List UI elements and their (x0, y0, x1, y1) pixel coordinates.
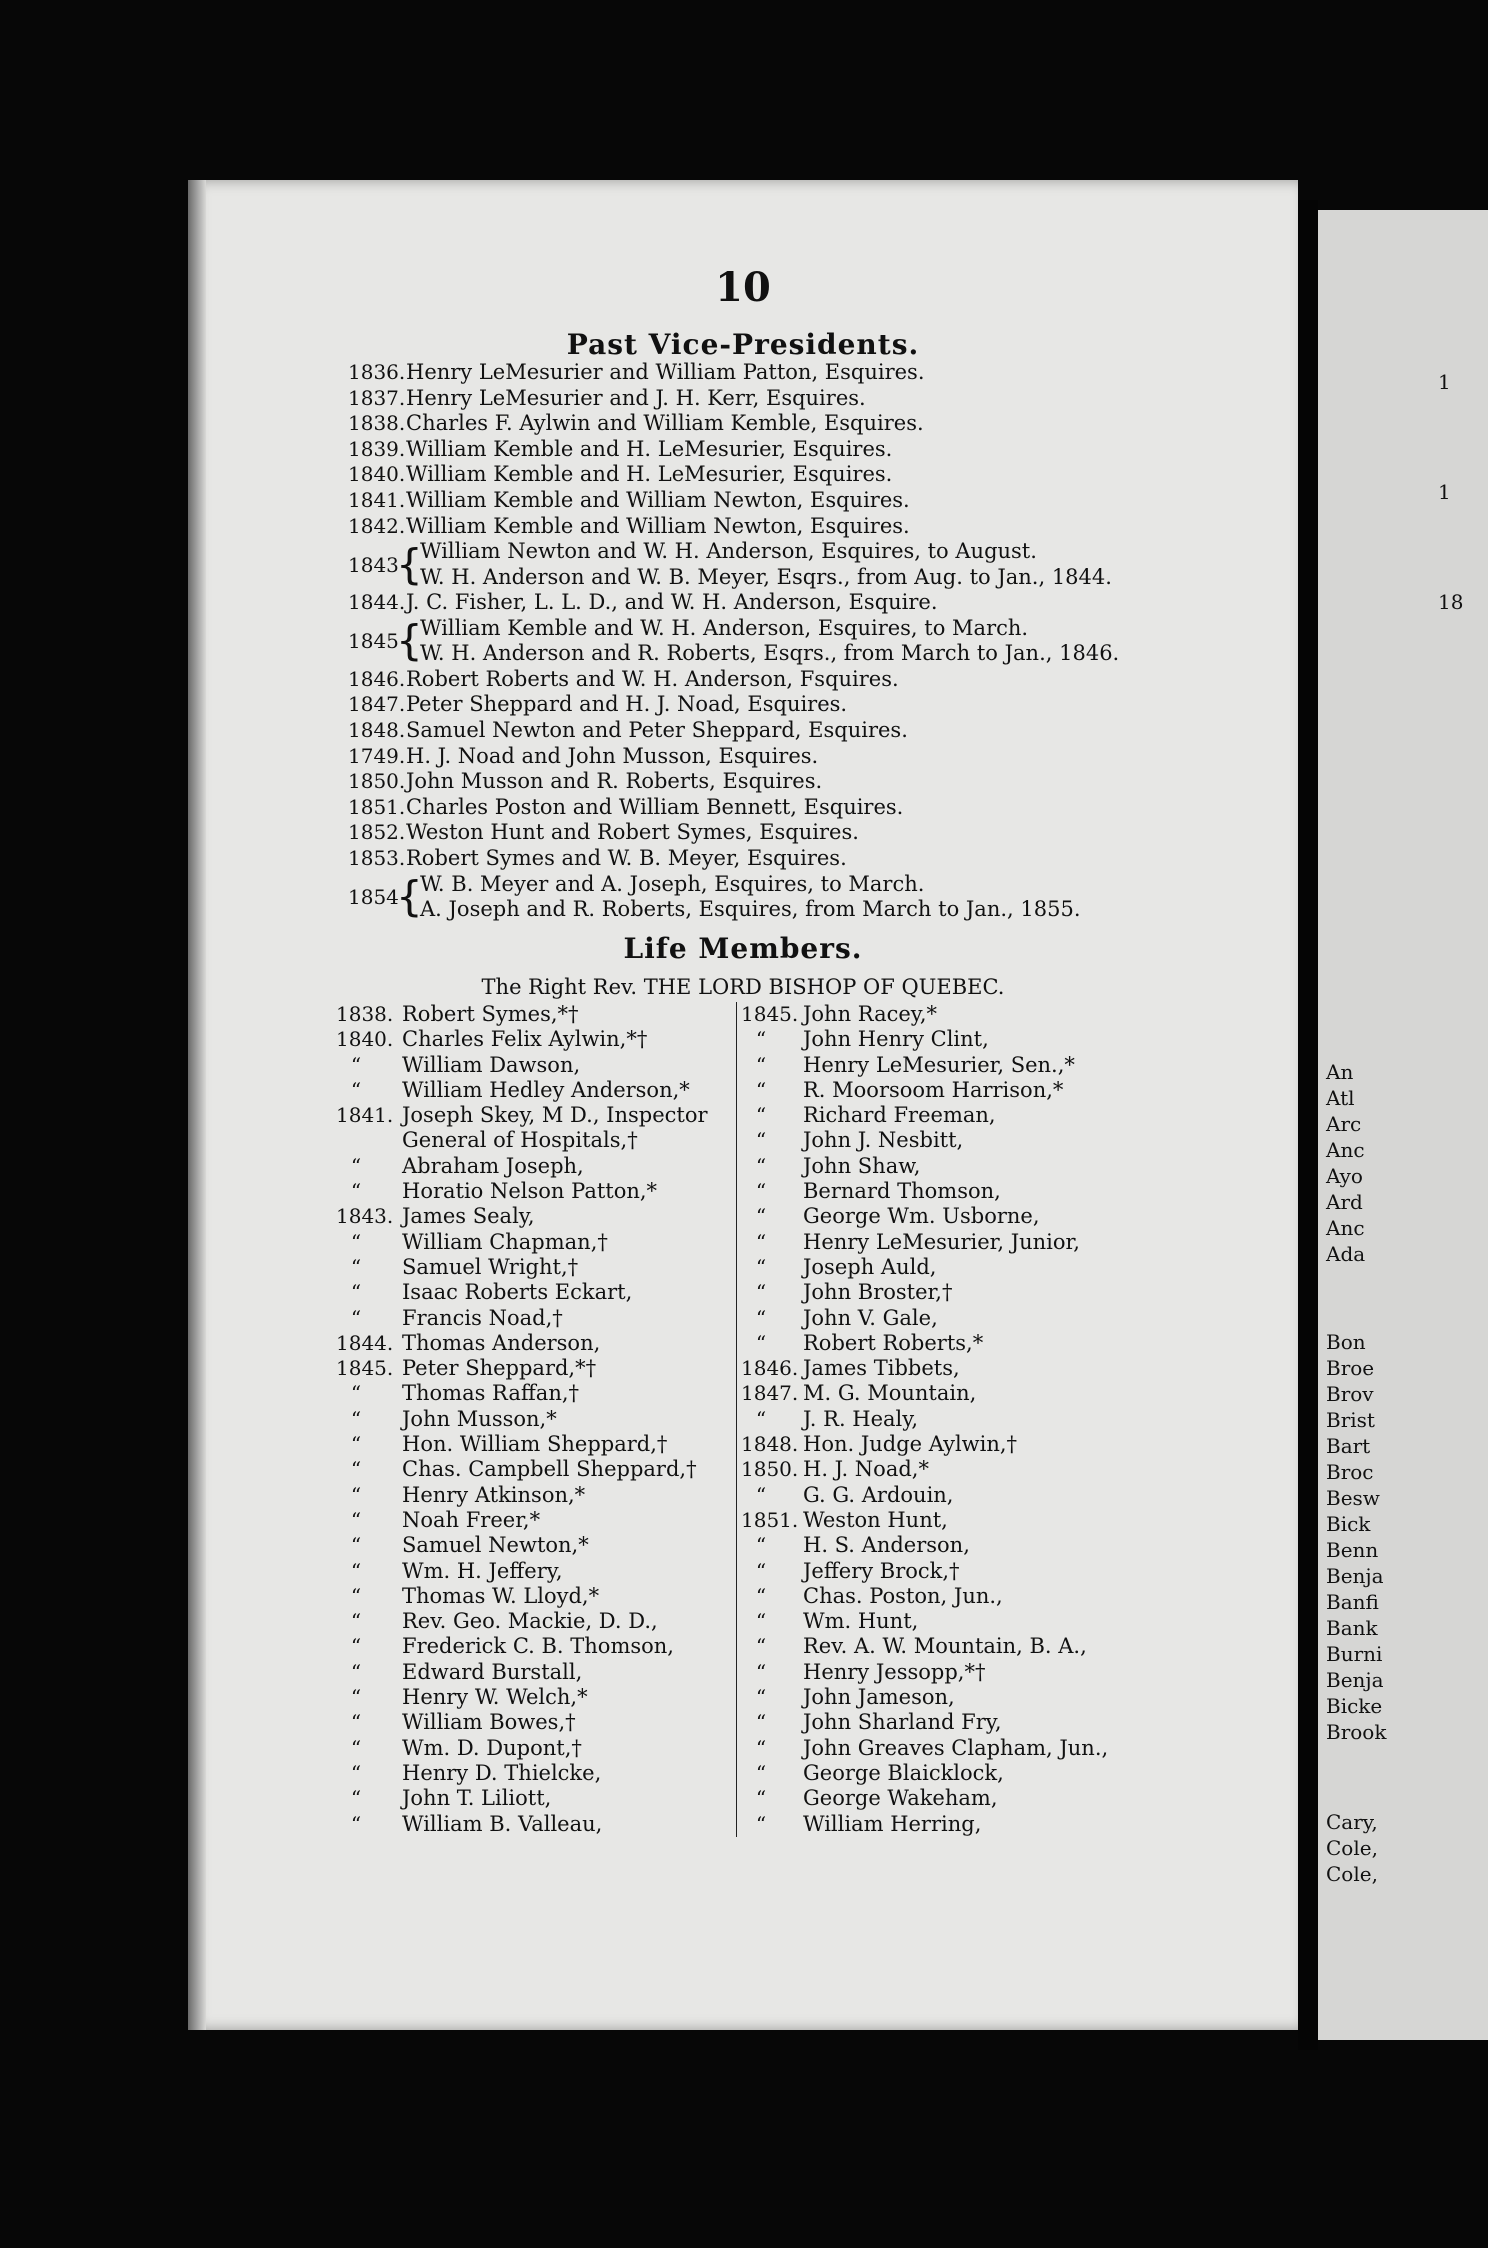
member-row (737, 1761, 1297, 1786)
member-row (737, 1306, 1297, 1331)
member-name: Chas. Poston, Jun., (803, 1583, 1003, 1608)
vp-text: William Kemble and William Newton, Esquires. (406, 487, 910, 512)
brace-glyph: { (396, 872, 423, 921)
member-name: Peter Sheppard,*† (402, 1356, 597, 1381)
member-name: John Jameson, (803, 1685, 955, 1710)
member-row (737, 1230, 1297, 1255)
vp-entry (348, 795, 1268, 821)
vp-year: 1851. (348, 794, 406, 819)
member-name: Rev. Geo. Mackie, D. D., (402, 1609, 658, 1634)
member-row (737, 1255, 1297, 1280)
member-year: “ (755, 1786, 767, 1811)
vp-text: H. J. Noad and John Musson, Esquires. (406, 743, 819, 768)
member-name: John V. Gale, (803, 1305, 938, 1330)
member-row (737, 1381, 1297, 1406)
member-name: John Musson,* (402, 1406, 557, 1431)
vp-year: 1850. (348, 769, 406, 794)
member-year: “ (755, 1254, 767, 1279)
vp-year: 1840. (348, 462, 406, 487)
fragment-text: Arc (1326, 1112, 1362, 1136)
vp-entry (348, 437, 1268, 463)
member-row (737, 1710, 1297, 1735)
member-name: William Hedley Anderson,* (402, 1077, 690, 1102)
vp-text: Peter Sheppard and H. J. Noad, Esquires. (406, 692, 848, 717)
member-year: “ (350, 1558, 362, 1583)
member-year: “ (755, 1609, 767, 1634)
member-row (737, 1584, 1297, 1609)
vice-presidents-list (348, 360, 1268, 923)
member-name: Noah Freer,* (402, 1507, 541, 1532)
member-name: John J. Nesbitt, (803, 1128, 964, 1153)
fragment-text: Benja (1326, 1564, 1384, 1588)
vp-text: Robert Roberts and W. H. Anderson, Fsquires. (406, 666, 899, 691)
member-year: “ (755, 1760, 767, 1785)
member-name: Robert Roberts,* (803, 1330, 984, 1355)
member-name: John Sharland Fry, (803, 1710, 1002, 1735)
member-row (737, 1280, 1297, 1305)
vp-text: William Newton and W. H. Anderson, Esquires, to August. (420, 539, 1037, 564)
member-name: Wm. Hunt, (803, 1609, 919, 1634)
member-row (737, 1660, 1297, 1685)
member-name: Henry Atkinson,* (402, 1482, 586, 1507)
vp-year: 1845 (348, 629, 399, 654)
member-name: Edward Burstall, (402, 1659, 583, 1684)
member-name: M. G. Mountain, (803, 1381, 977, 1406)
member-row (737, 1432, 1297, 1457)
fragment-text: 1 (1438, 480, 1451, 504)
member-name: Thomas W. Lloyd,* (402, 1583, 600, 1608)
vp-entry (348, 769, 1268, 795)
vp-text: Samuel Newton and Peter Sheppard, Esquires. (406, 717, 908, 742)
member-row (737, 1002, 1297, 1027)
vp-entry (348, 744, 1268, 770)
member-name: J. R. Healy, (803, 1406, 919, 1431)
member-name: Hon. Judge Aylwin,† (803, 1432, 1018, 1457)
page-gutter (1298, 200, 1318, 2050)
member-year: “ (350, 1229, 362, 1254)
member-year: “ (755, 1179, 767, 1204)
fragment-text: Brov (1326, 1382, 1374, 1406)
member-year: 1846. (741, 1356, 799, 1381)
member-year: “ (755, 1482, 767, 1507)
member-year: “ (350, 1457, 362, 1482)
vp-text: Charles F. Aylwin and William Kemble, Esquires. (406, 411, 924, 436)
member-row (737, 1508, 1297, 1533)
member-year: “ (755, 1811, 767, 1836)
member-year: “ (350, 1432, 362, 1457)
vp-text: W. H. Anderson and W. B. Meyer, Esqrs., from Aug. to Jan., 1844. (420, 564, 1112, 589)
adjacent-page-fragment (1318, 210, 1488, 2040)
member-year: “ (350, 1811, 362, 1836)
vp-entry (348, 360, 1268, 386)
vp-year: 1846. (348, 666, 406, 691)
vp-entry (348, 411, 1268, 437)
fragment-text: Anc (1326, 1216, 1365, 1240)
member-year: “ (350, 1735, 362, 1760)
member-name: George Wakeham, (803, 1786, 998, 1811)
member-row (737, 1457, 1297, 1482)
member-name: Robert Symes,*† (402, 1002, 579, 1026)
life-members-subheading: The Right Rev. THE LORD BISHOP OF QUEBEC. (481, 975, 1005, 999)
vp-year: 1836. (348, 360, 406, 384)
vp-year: 1847. (348, 692, 406, 717)
vp-entry (348, 820, 1268, 846)
member-name: Isaac Roberts Eckart, (402, 1280, 633, 1305)
member-row (737, 1559, 1297, 1584)
vp-entry (348, 692, 1268, 718)
fragment-text: Ada (1326, 1242, 1366, 1266)
member-name: Henry D. Thielcke, (402, 1760, 602, 1785)
fragment-text: Bicke (1326, 1694, 1383, 1718)
member-year: 1845. (741, 1002, 799, 1026)
member-row (737, 1812, 1297, 1837)
member-row (737, 1533, 1297, 1558)
member-name: Chas. Campbell Sheppard,† (402, 1457, 697, 1482)
vp-year: 1854 (348, 885, 399, 909)
member-year: “ (755, 1406, 767, 1431)
member-year: “ (755, 1128, 767, 1153)
member-name: John T. Liliott, (402, 1786, 552, 1811)
fragment-text: Bon (1326, 1330, 1366, 1354)
member-name: Abraham Joseph, (402, 1153, 584, 1178)
vp-text: Robert Symes and W. B. Meyer, Esquires. (406, 845, 847, 870)
fragment-text: Burni (1326, 1642, 1383, 1666)
member-year: “ (350, 1305, 362, 1330)
member-year: “ (755, 1204, 767, 1229)
vp-text: J. C. Fisher, L. L. D., and W. H. Anderson, Esquire. (406, 590, 938, 615)
vp-year: 1749. (348, 743, 406, 768)
fragment-text: An (1326, 1060, 1354, 1084)
member-year: “ (755, 1330, 767, 1355)
member-year: “ (755, 1634, 767, 1659)
member-row (737, 1609, 1297, 1634)
member-name: John Racey,* (803, 1002, 938, 1026)
vp-entry-split (348, 539, 1268, 590)
member-year: “ (350, 1052, 362, 1077)
member-name: James Sealy, (402, 1204, 535, 1229)
member-year: “ (350, 1634, 362, 1659)
member-year: 1844. (336, 1330, 394, 1355)
member-name: Thomas Anderson, (402, 1330, 601, 1355)
life-members-right-column (736, 1002, 1297, 1837)
member-year: 1850. (741, 1457, 799, 1482)
vp-entry (348, 718, 1268, 744)
member-year: 1840. (336, 1027, 394, 1052)
member-year: “ (350, 1786, 362, 1811)
member-name: Rev. A. W. Mountain, B. A., (803, 1634, 1087, 1659)
vp-entry (348, 590, 1268, 616)
vp-text: A. Joseph and R. Roberts, Esquires, from March to Jan., 1855. (420, 897, 1081, 921)
member-year: “ (755, 1052, 767, 1077)
past-vice-presidents-heading: Past Vice-Presidents. (566, 328, 920, 361)
fragment-text: Ard (1326, 1190, 1363, 1214)
fragment-text: Besw (1326, 1486, 1380, 1510)
fragment-text: Broe (1326, 1356, 1375, 1380)
member-row (737, 1736, 1297, 1761)
member-year: “ (755, 1077, 767, 1102)
member-name: William Dawson, (402, 1052, 581, 1077)
vp-entry (348, 846, 1268, 872)
vp-text: Henry LeMesurier and J. H. Kerr, Esquires. (406, 385, 866, 410)
member-name: John Shaw, (803, 1153, 921, 1178)
member-year: “ (755, 1558, 767, 1583)
member-row (737, 1154, 1297, 1179)
vp-year: 1842. (348, 513, 406, 538)
fragment-text: 1 (1438, 370, 1451, 394)
fragment-text: Banfi (1326, 1590, 1379, 1614)
member-name: Henry Jessopp,*† (803, 1659, 986, 1684)
member-row (737, 1027, 1297, 1052)
fragment-text: 18 (1438, 590, 1464, 614)
member-row (737, 1331, 1297, 1356)
vp-text: Henry LeMesurier and William Patton, Esquires. (406, 360, 925, 384)
member-year: “ (755, 1229, 767, 1254)
document-page (188, 180, 1298, 2030)
member-name: Joseph Auld, (803, 1254, 937, 1279)
vp-year: 1843 (348, 552, 399, 577)
life-members-heading: Life Members. (623, 932, 863, 965)
member-row (737, 1407, 1297, 1432)
member-year: “ (350, 1179, 362, 1204)
vp-entry (348, 386, 1268, 412)
fragment-text: Brook (1326, 1720, 1387, 1744)
member-year: 1851. (741, 1507, 799, 1532)
member-row (737, 1103, 1297, 1128)
vp-text: Weston Hunt and Robert Symes, Esquires. (406, 820, 859, 845)
member-row (737, 1204, 1297, 1229)
member-name: Weston Hunt, (803, 1507, 948, 1532)
member-row (737, 1356, 1297, 1381)
fragment-text: Cary, (1326, 1810, 1378, 1834)
vp-entry (348, 514, 1268, 540)
fragment-text: Bick (1326, 1512, 1371, 1536)
member-year: “ (755, 1659, 767, 1684)
fragment-text: Atl (1326, 1086, 1355, 1110)
member-year: 1848. (741, 1432, 799, 1457)
vp-text: Charles Poston and William Bennett, Esquires. (406, 794, 904, 819)
member-name: Joseph Skey, M D., Inspector (402, 1103, 708, 1128)
member-name: William Chapman,† (402, 1229, 608, 1254)
brace-glyph: { (396, 539, 423, 589)
vp-text: William Kemble and H. LeMesurier, Esquires. (406, 436, 893, 461)
brace-glyph: { (396, 616, 423, 666)
vp-year: 1853. (348, 845, 406, 870)
vp-entry (348, 488, 1268, 514)
member-year: “ (755, 1583, 767, 1608)
member-year: “ (350, 1685, 362, 1710)
member-name: H. J. Noad,* (803, 1457, 929, 1482)
member-year: “ (350, 1760, 362, 1785)
member-year: “ (350, 1153, 362, 1178)
member-row (737, 1128, 1297, 1153)
member-year: “ (755, 1710, 767, 1735)
member-name: G. G. Ardouin, (803, 1482, 954, 1507)
member-year: “ (350, 1710, 362, 1735)
member-row (737, 1179, 1297, 1204)
fragment-text: Bank (1326, 1616, 1378, 1640)
member-name: William B. Valleau, (402, 1811, 603, 1836)
fragment-text: Benn (1326, 1538, 1379, 1562)
member-name: John Greaves Clapham, Jun., (803, 1735, 1109, 1760)
vp-text: William Kemble and H. LeMesurier, Esquires. (406, 462, 893, 487)
member-year: “ (350, 1280, 362, 1305)
member-year: “ (755, 1305, 767, 1330)
member-year: “ (755, 1027, 767, 1052)
member-year: “ (350, 1254, 362, 1279)
member-name: Wm. D. Dupont,† (402, 1735, 582, 1760)
member-name: Henry LeMesurier, Sen.,* (803, 1052, 1075, 1077)
member-name: Henry W. Welch,* (402, 1685, 588, 1710)
fragment-text: Cole, (1326, 1836, 1378, 1860)
vp-text: W. B. Meyer and A. Joseph, Esquires, to March. (420, 871, 925, 896)
member-name: H. S. Anderson, (803, 1533, 970, 1558)
member-row (737, 1786, 1297, 1811)
member-year: “ (755, 1685, 767, 1710)
member-year: “ (755, 1280, 767, 1305)
member-name: Henry LeMesurier, Junior, (803, 1229, 1080, 1254)
fragment-text: Anc (1326, 1138, 1365, 1162)
fragment-text: Broc (1326, 1460, 1374, 1484)
member-name: William Bowes,† (402, 1710, 576, 1735)
member-row (737, 1634, 1297, 1659)
fragment-text: Benja (1326, 1668, 1384, 1692)
member-row (737, 1078, 1297, 1103)
member-year: “ (350, 1507, 362, 1532)
member-name: John Broster,† (803, 1280, 953, 1305)
vp-year: 1837. (348, 385, 406, 410)
vp-entry (348, 667, 1268, 693)
member-name: R. Moorsoom Harrison,* (803, 1077, 1064, 1102)
vp-text: William Kemble and W. H. Anderson, Esquires, to March. (420, 615, 1029, 640)
member-name: Frederick C. B. Thomson, (402, 1634, 674, 1659)
member-year: “ (350, 1609, 362, 1634)
member-row (737, 1685, 1297, 1710)
vp-split-lines (420, 872, 1081, 923)
member-name: Richard Freeman, (803, 1103, 996, 1128)
member-name: James Tibbets, (803, 1356, 960, 1381)
member-year: 1847. (741, 1381, 799, 1406)
vp-entry-split (348, 872, 1268, 923)
member-year: “ (350, 1077, 362, 1102)
member-year: 1843. (336, 1204, 394, 1229)
vp-year: 1838. (348, 411, 406, 436)
member-year: 1838. (336, 1002, 394, 1026)
member-name: Jeffery Brock,† (803, 1558, 960, 1583)
member-name: William Herring, (803, 1811, 982, 1836)
vp-year: 1841. (348, 487, 406, 512)
member-year: “ (755, 1735, 767, 1760)
vp-entry-split (348, 616, 1268, 667)
member-name: Wm. H. Jeffery, (402, 1558, 563, 1583)
fragment-text: Bart (1326, 1434, 1371, 1458)
vp-text: John Musson and R. Roberts, Esquires. (406, 769, 823, 794)
vp-text: W. H. Anderson and R. Roberts, Esqrs., from March to Jan., 1846. (420, 641, 1120, 666)
member-name: Thomas Raffan,† (402, 1381, 580, 1406)
vp-year: 1848. (348, 717, 406, 742)
member-row (737, 1483, 1297, 1508)
page-edge-shadow (188, 180, 206, 2030)
member-name: John Henry Clint, (803, 1027, 989, 1052)
member-name: Francis Noad,† (402, 1305, 563, 1330)
vp-split-lines (420, 539, 1112, 590)
member-name: General of Hospitals,† (402, 1128, 638, 1153)
member-year: “ (350, 1583, 362, 1608)
member-year: 1845. (336, 1356, 394, 1381)
vp-year: 1844. (348, 590, 406, 615)
member-name: Charles Felix Aylwin,*† (402, 1027, 648, 1052)
vp-year: 1839. (348, 436, 406, 461)
member-year: 1841. (336, 1103, 394, 1128)
vp-split-lines (420, 616, 1119, 667)
member-name: Samuel Wright,† (402, 1254, 579, 1279)
fragment-text: Cole, (1326, 1862, 1378, 1886)
vp-year: 1852. (348, 820, 406, 845)
member-year: “ (755, 1103, 767, 1128)
member-year: “ (755, 1153, 767, 1178)
member-name: George Wm. Usborne, (803, 1204, 1040, 1229)
fragment-text: Brist (1326, 1408, 1375, 1432)
page-number: 10 (715, 264, 771, 311)
member-year: “ (350, 1381, 362, 1406)
member-name: George Blaicklock, (803, 1760, 1004, 1785)
fragment-text: Ayo (1326, 1164, 1363, 1188)
vp-text: William Kemble and William Newton, Esquires. (406, 513, 910, 538)
member-row (737, 1053, 1297, 1078)
member-year: “ (350, 1482, 362, 1507)
member-name: Hon. William Sheppard,† (402, 1432, 668, 1457)
vp-entry (348, 462, 1268, 488)
member-name: Samuel Newton,* (402, 1533, 589, 1558)
member-year: “ (350, 1533, 362, 1558)
member-year: “ (350, 1406, 362, 1431)
member-name: Bernard Thomson, (803, 1179, 1001, 1204)
member-year: “ (350, 1659, 362, 1684)
member-name: Horatio Nelson Patton,* (402, 1179, 658, 1204)
member-year: “ (755, 1533, 767, 1558)
